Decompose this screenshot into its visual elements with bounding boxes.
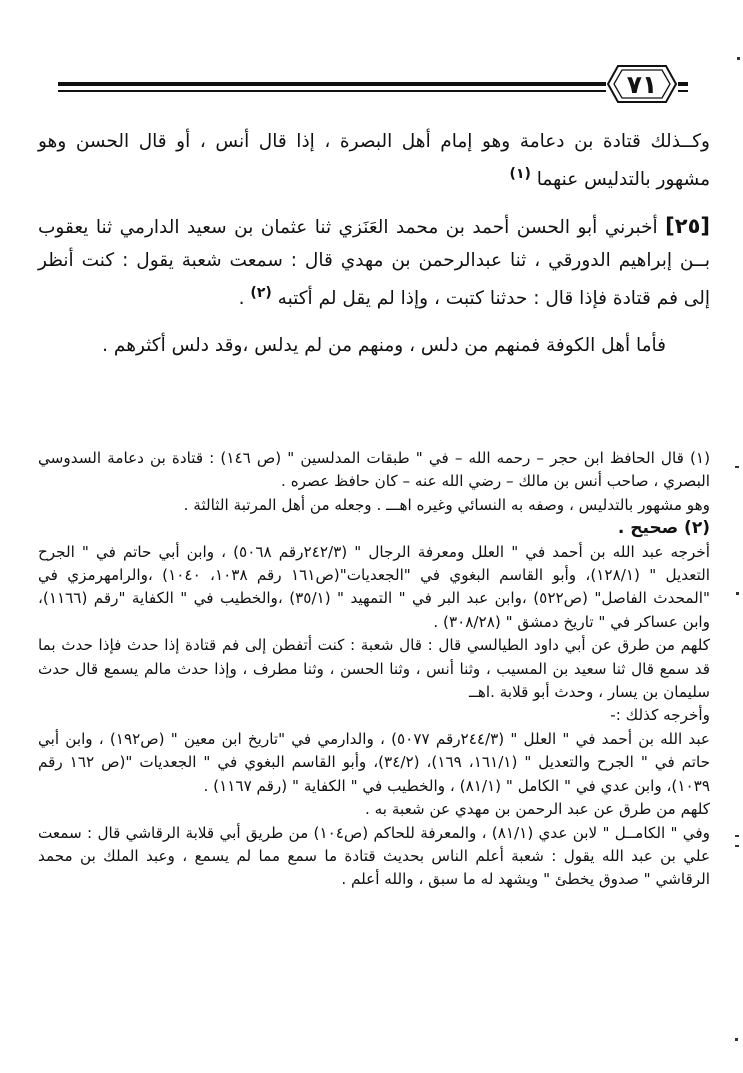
- narration-text: أخبرني أبو الحسن أحمد بن محمد العَنَزي ثنا عثمان بن سعيد الدارمي ثنا يعقوب بــن إبراهيم الدورقي ، ثنا عبدالرحمن بن مهدي قال : سمعت شعبة يقول : كنت أنظر إلى فم قتادة فإذا قال : حدثنا كتبت ، وإذا لم يقل لم أكتبه: [38, 217, 710, 310]
- footnote-line: كلهم من طرق عن أبي داود الطيالسي قال : قال شعبة : كنت أتفطن إلى فم قتادة إذا حدث فإذا حدث بما قد سمع قال ثنا سعيد بن المسيب ، وثنا أنس ، وثنا الحسن ، وثنا مطرف ، وإذا حدث مالم يسمع قال حدث سليمان بن يسار ، وحدث أبو قلابة .اهــ: [38, 636, 710, 702]
- footnote-line: وأخرجه كذلك :-: [610, 706, 710, 725]
- footnote-line: (١) قال الحافظ ابن حجر – رحمه الله – في " طبقات المدلسين " (ص ١٤٦) : قتادة بن دعامة السدوسي البصري ، صاحب أنس بن مالك – رضي الله عنه – كان حافظ عصره .: [38, 449, 710, 491]
- scan-edge-mark: [735, 835, 739, 837]
- header-rule-thick: [58, 82, 688, 86]
- scan-edge-mark: [735, 1038, 738, 1041]
- header-rule-thin: [58, 90, 688, 92]
- footnote-grade: (٢) صحيح .: [617, 518, 710, 539]
- footnote-line: وهو مشهور بالتدليس ، وصفه به النسائي وغيره اهـــ . وجعله من أهل المرتبة الثالثة .: [183, 495, 710, 514]
- page-number: ٧١: [626, 69, 658, 99]
- paragraph-narration-25: [38, 210, 710, 315]
- footnote-line: أخرجه عبد الله بن أحمد في " العلل ومعرفة الرجال " (٢٤٢/٣رقم ٥٠٦٨) ، وابن أبي حاتم في " الجرح التعديل " (١٢٨/١)، وأبو القاسم البغوي في "الجعديات"(ص١٦١ رقم ١٠٣٨، ١٠٤٠) ،والرامهرمزي في "المحدث الفاصل" (ص٥٢٢) ،وابن عبد البر في " التمهيد " (٣٥/١) ،والخطيب في " الكفاية "رقم (١١٦٦)، وابن عساكر في " تاريخ دمشق " (٣٠٨/٢٨) .: [38, 542, 711, 631]
- page-header: [58, 52, 688, 108]
- page-number-badge: [606, 64, 678, 104]
- paragraph-text: وكــذلك قتادة بن دعامة وهو إمام أهل البصرة ، إذا قال أنس ، أو قال الحسن وهو مشهور بالتدليس عنهما: [38, 131, 710, 191]
- scan-edge-mark: [737, 57, 740, 60]
- paragraph-kufa: فأما أهل الكوفة فمنهم من دلس ، ومنهم من لم يدلس ،وقد دلس أكثرهم .: [102, 335, 666, 357]
- main-text: [38, 125, 710, 362]
- scan-edge-mark: [736, 592, 739, 595]
- footnote-ref-2: (٢): [250, 285, 272, 302]
- footnote-line: كلهم من طرق عن عبد الرحمن بن مهدي عن شعبة به .: [365, 800, 710, 819]
- scan-edge-mark: [735, 845, 739, 847]
- footnote-ref-1: (١): [509, 166, 531, 182]
- narration-end: .: [238, 288, 251, 310]
- scan-edge-mark: [735, 466, 739, 468]
- footnote-line: عبد الله بن أحمد في " العلل " (٢٤٤/٣رقم ٥٠٧٧) ، والدارمي في "تاريخ ابن معين " (ص١٩٢) ، وابن أبي حاتم في " الجرح والتعديل " (١٦١/١، ١٦٩)، (٣٤/٢)، وأبو القاسم البغوي في " الجعديات "(ص ١٦٢ رقم ١٠٣٩)، وابن عدي في " الكامل " (٨١/١) ، والخطيب في " الكفاية " (رقم ١١٦٧) .: [38, 729, 711, 795]
- footnote-line: وفي " الكامــل " لابن عدي (٨١/١) ، والمعرفة للحاكم (ص١٠٤) من طريق أبي قلابة الرقاشي قال : سمعت علي بن عبد الله يقول : شعبة أعلم الناس بحديث قتادة ما سمع مما لم يسمع ، وعبد الملك بن محمد الرقاشي " صدوق يخطئ " ويشهد له ما سبق ، والله أعلم .: [38, 823, 711, 889]
- footnotes: [38, 447, 710, 892]
- paragraph-qatada: [38, 125, 710, 196]
- narration-number: [٢٥]: [665, 214, 710, 239]
